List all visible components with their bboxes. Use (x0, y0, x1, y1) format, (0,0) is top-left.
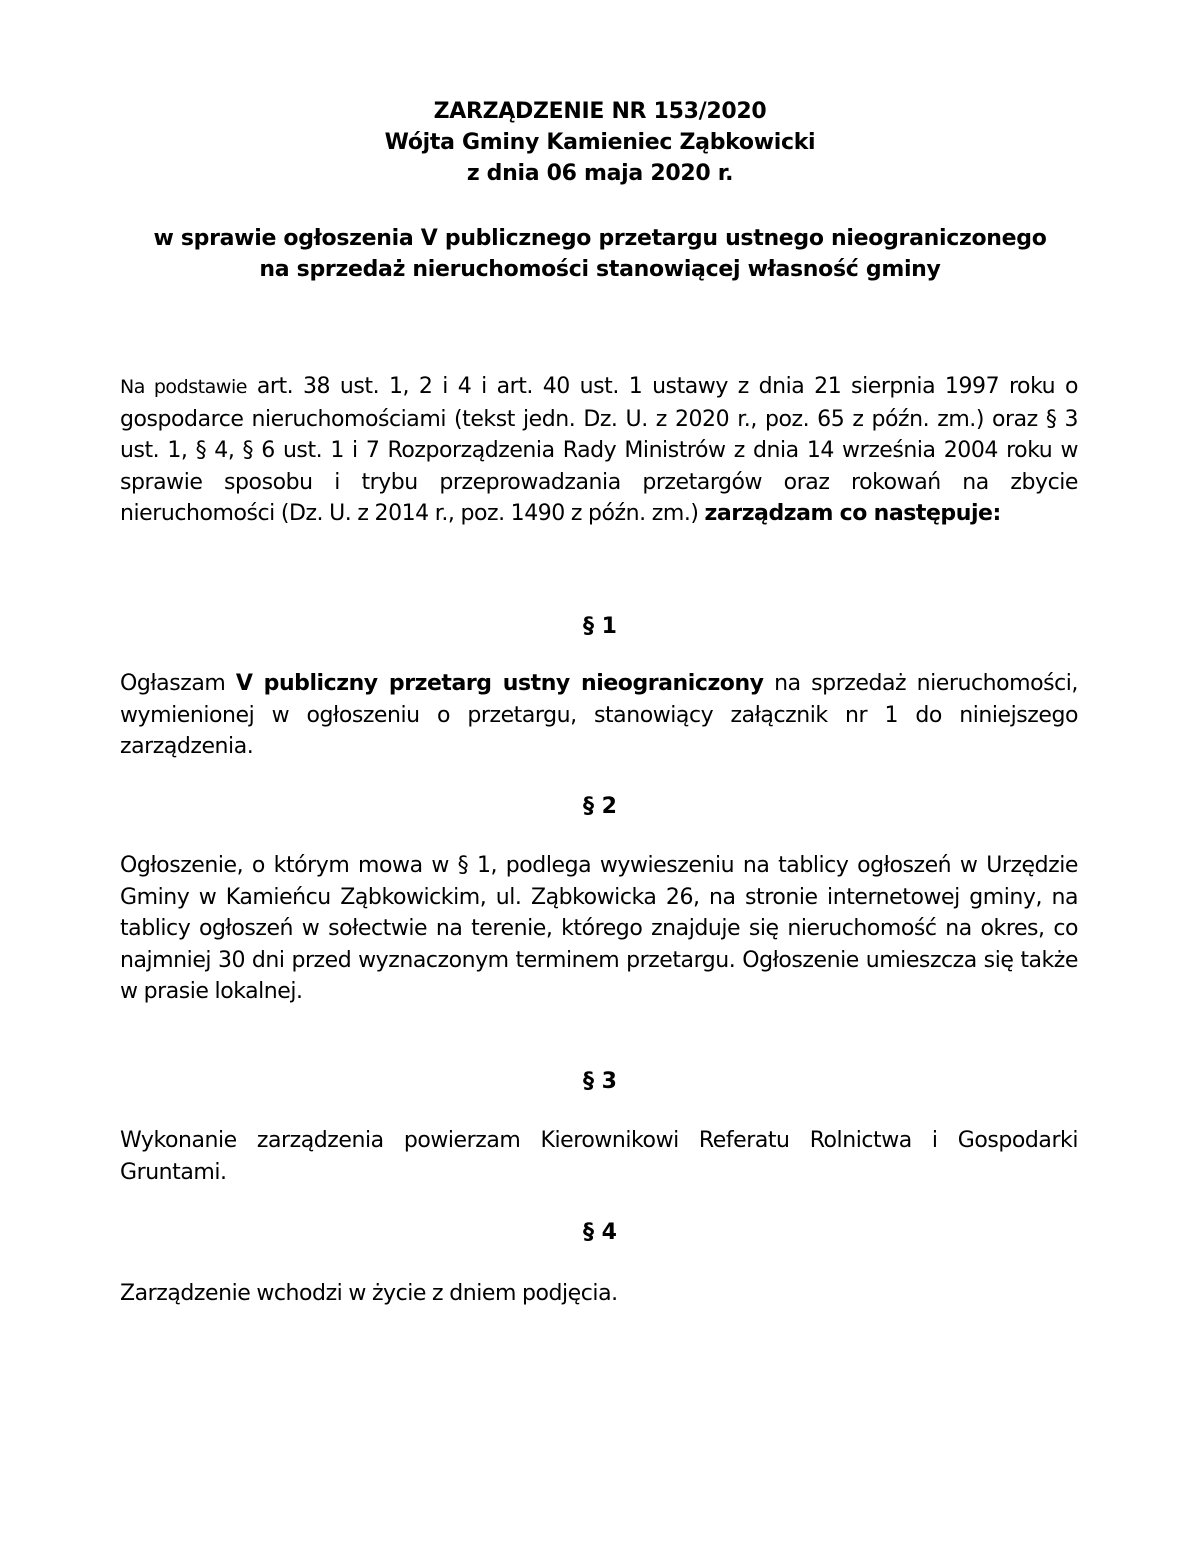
section-2-mark: § 2 (583, 794, 617, 819)
subject-line-2: na sprzedaż nieruchomości stanowiącej własność gminy (259, 257, 941, 282)
section-1-bold: V publiczny przetarg ustny nieograniczony (235, 671, 764, 696)
section-1-after: na sprzedaż nieruchomości, wymienionej w ogłoszeniu o przetargu, stanowiący załącznik nr 1 do niniejszego zarządzenia. (120, 671, 1078, 759)
ordinance-number: ZARZĄDZENIE NR 153/2020 (433, 99, 767, 124)
preamble-lead: Na podstawie (120, 376, 248, 398)
issue-date: z dnia 06 maja 2020 r. (466, 161, 734, 186)
section-4-text: Zarządzenie wchodzi w życie z dniem podjęcia. (120, 1281, 618, 1306)
document-header (100, 96, 1100, 189)
preamble-text: art. 38 ust. 1, 2 i 4 i art. 40 ust. 1 ustawy z dnia 21 sierpnia 1997 roku o gospodarce nieruchomościami (tekst jedn. Dz. U. z 2020 r., poz. 65 z późn. zm.) oraz § 3 ust. 1, § 4, § 6 ust. 1 i 7 Rozporządzenia Rady Ministrów z dnia 14 września 2004 roku w sprawie sposobu i trybu przeprowadzania przetargów oraz rokowań na zbycie nieruchomości (Dz. U. z 2014 r., poz. 1490 z późn. zm.) (120, 374, 1079, 526)
preamble-bold: zarządzam co następuje: (704, 501, 1001, 526)
section-4-mark: § 4 (583, 1220, 617, 1245)
section-3-text: Wykonanie zarządzenia powierzam Kierownikowi Referatu Rolnictwa i Gospodarki Gruntami. (120, 1128, 1078, 1185)
section-1-before: Ogłaszam (120, 671, 236, 696)
section-2-text: Ogłoszenie, o którym mowa w § 1, podlega wywieszeniu na tablicy ogłoszeń w Urzędzie Gminy w Kamieńcu Ząbkowickim, ul. Ząbkowicka 26, na stronie internetowej gminy, na tablicy ogłoszeń w sołectwie na terenie, którego znajduje się nieruchomość na okres, co najmniej 30 dni przed wyznaczonym terminem przetargu. Ogłoszenie umieszcza się także w prasie lokalnej. (120, 853, 1078, 1004)
section-1-mark: § 1 (583, 614, 617, 639)
document-subject (100, 223, 1100, 285)
section-3-mark: § 3 (583, 1069, 617, 1094)
section-1-text (120, 668, 1078, 763)
preamble (120, 371, 1078, 530)
subject-line-1: w sprawie ogłoszenia V publicznego przetargu ustnego nieograniczonego (153, 226, 1047, 251)
issuer: Wójta Gminy Kamieniec Ząbkowicki (384, 130, 816, 155)
